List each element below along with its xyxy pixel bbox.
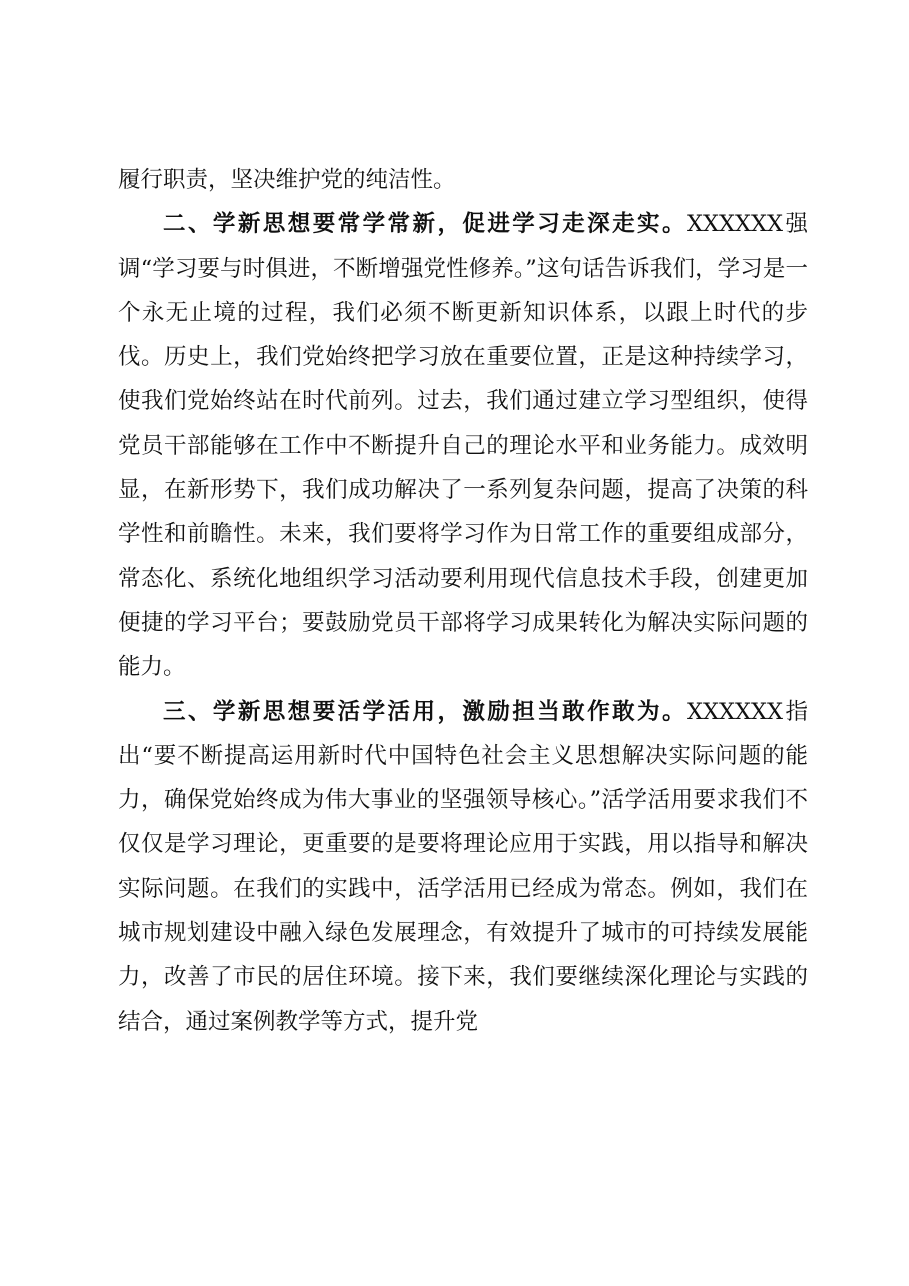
paragraph-section-2 [118, 202, 808, 689]
section-2-body: XXXXXX强调“学习要与时俱进，不断增强党性修养。”这句话告诉我们，学习是一个永无止境的过程，我们必须不断更新知识体系，以跟上时代的步伐。历史上，我们党始终把学习放在重要位置，正是这种持续学习，使我们党始终站在时代前列。过去，我们通过建立学习型组织，使得党员干部能够在工作中不断提升自己的理论水平和业务能力。成效明显，在新形势下，我们成功解决了一系列复杂问题，提高了决策的科学性和前瞻性。未来，我们要将学习作为日常工作的重要组成部分，常态化、系统化地组织学习活动要利用现代信息技术手段，创建更加便捷的学习平台；要鼓励党员干部将学习成果转化为解决实际问题的能力。 [118, 211, 808, 681]
section-2-heading: 二、学新思想要常学常新，促进学习走深走实。 [163, 211, 687, 238]
paragraph-continuation: 履行职责，坚决维护党的纯洁性。 [118, 167, 456, 193]
section-3-body: XXXXXX指出“要不断提高运用新时代中国特色社会主义思想解决实际问题的能力，确保党始终成为伟大事业的坚强领导核心。”活学活用要求我们不仅仅是学习理论，更重要的是要将理论应用于实践，用以指导和解决实际问题。在我们的实践中，活学活用已经成为常态。例如，我们在城市规划建设中融入绿色发展理念，有效提升了城市的可持续发展能力，改善了市民的居住环境。接下来，我们要继续深化理论与实践的结合，通过案例教学等方式，提升党 [118, 698, 808, 1035]
document-body [118, 158, 808, 1044]
section-3-heading: 三、学新思想要活学活用，激励担当敢作敢为。 [163, 698, 687, 725]
paragraph-section-3 [118, 690, 808, 1044]
